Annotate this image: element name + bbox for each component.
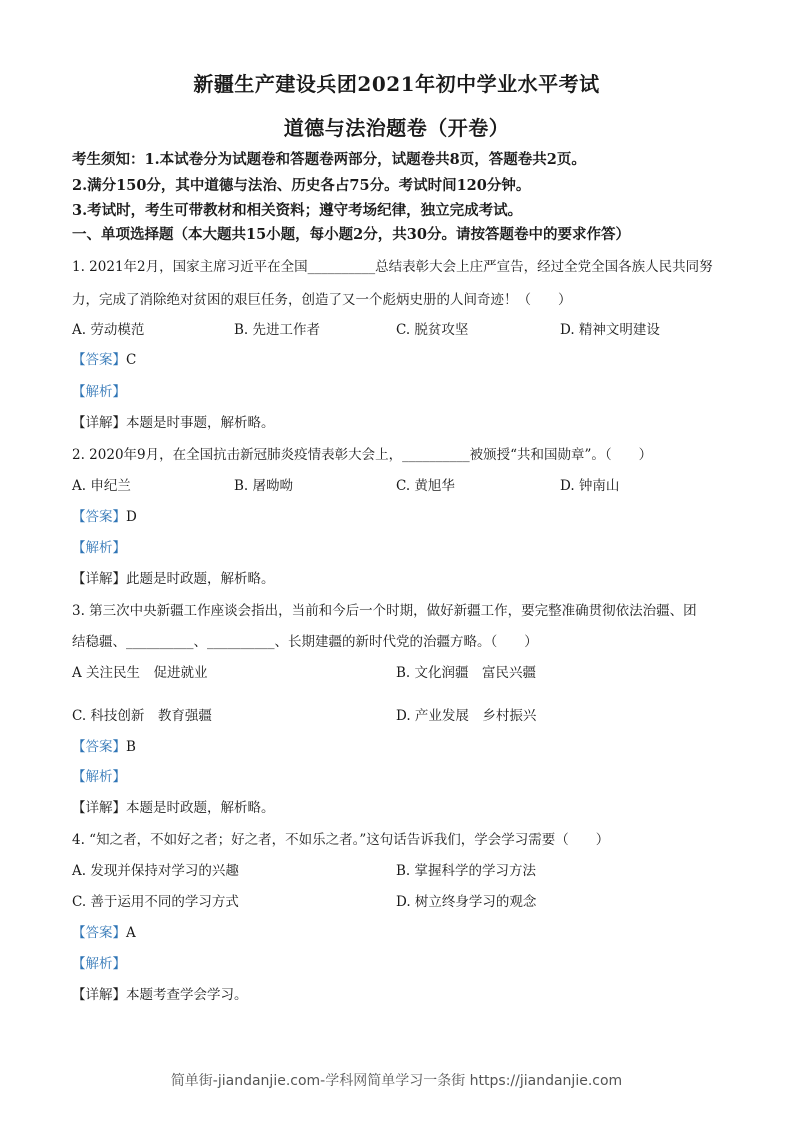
notice-line-1: 考生须知：1.本试卷分为试题卷和答题卷两部分，试题卷共8页，答题卷共2页。 — [72, 151, 586, 168]
question-3-option-c: C. 科技创新 教育强疆 — [72, 708, 212, 724]
answer-value: C — [126, 352, 137, 368]
detail-label: 【详解】 — [72, 571, 126, 587]
analysis-label: 【解析】 — [72, 769, 126, 785]
question-4-analysis — [72, 952, 126, 972]
answer-label: 【答案】 — [72, 739, 126, 755]
question-2-detail — [72, 567, 275, 587]
question-4-option-b: B. 掌握科学的学习方法 — [396, 863, 537, 879]
question-4-option-c: C. 善于运用不同的学习方式 — [72, 894, 239, 910]
notice-line-2: 2.满分150分，其中道德与法治、历史各占75分。考试时间120分钟。 — [72, 177, 531, 194]
question-2-analysis — [72, 536, 126, 556]
question-1-detail — [72, 411, 275, 431]
section-heading: 一、单项选择题（本大题共15小题，每小题2分，共30分。请按答题卷中的要求作答） — [72, 226, 630, 243]
question-2-stem-line-1: 2. 2020年9月，在全国抗击新冠肺炎疫情表彰大会上，__________被颁授“共和国勋章”。（ ） — [72, 447, 653, 463]
question-3-stem-line-2: 结稳疆、__________、__________、长期建疆的新时代党的治疆方略。（ ） — [72, 634, 538, 650]
question-1-stem-line-2: 力，完成了消除绝对贫困的艰巨任务，创造了又一个彪炳史册的人间奇迹！（ ） — [72, 292, 572, 308]
question-2-option-a: A. 申纪兰 — [72, 478, 131, 494]
question-1-option-c: C. 脱贫攻坚 — [396, 322, 469, 338]
question-3-stem-line-1: 3. 第三次中央新疆工作座谈会指出，当前和今后一个时期，做好新疆工作，要完整准确贯彻依法治疆、团 — [72, 603, 697, 619]
question-1-option-d: D. 精神文明建设 — [560, 322, 660, 338]
question-3-option-d: D. 产业发展 乡村振兴 — [396, 708, 537, 724]
question-1-option-a: A. 劳动模范 — [72, 322, 145, 338]
analysis-label: 【解析】 — [72, 956, 126, 972]
question-4-detail — [72, 983, 248, 1003]
detail-label: 【详解】 — [72, 987, 126, 1003]
question-1-analysis — [72, 380, 126, 400]
answer-value: D — [126, 509, 137, 525]
question-3-option-b: B. 文化润疆 富民兴疆 — [396, 665, 537, 681]
answer-label: 【答案】 — [72, 352, 126, 368]
question-2-option-b: B. 屠呦呦 — [234, 478, 294, 494]
question-3-option-a: A 关注民生 促进就业 — [72, 665, 208, 681]
answer-label: 【答案】 — [72, 925, 126, 941]
question-4-answer — [72, 921, 136, 941]
question-2-option-d: D. 钟南山 — [560, 478, 620, 494]
answer-value: A — [126, 925, 136, 941]
detail-text: 本题是时事题，解析略。 — [126, 415, 275, 431]
analysis-label: 【解析】 — [72, 384, 126, 400]
detail-text: 本题是时政题，解析略。 — [126, 800, 275, 816]
question-2-option-c: C. 黄旭华 — [396, 478, 455, 494]
answer-value: B — [126, 739, 136, 755]
question-4-option-d: D. 树立终身学习的观念 — [396, 894, 537, 910]
question-3-detail — [72, 796, 275, 816]
analysis-label: 【解析】 — [72, 540, 126, 556]
question-3-analysis — [72, 765, 126, 785]
answer-label: 【答案】 — [72, 509, 126, 525]
question-3-answer — [72, 735, 136, 755]
detail-label: 【详解】 — [72, 415, 126, 431]
exam-subtitle: 道德与法治题卷（开卷） — [283, 116, 510, 140]
notice-line-3: 3.考试时，考生可带教材和相关资料；遵守考场纪律，独立完成考试。 — [72, 202, 523, 219]
detail-text: 本题考查学会学习。 — [126, 987, 248, 1003]
question-4-stem-line-1: 4. “知之者，不如好之者；好之者，不如乐之者。”这句话告诉我们，学会学习需要（ ） — [72, 832, 610, 848]
question-4-option-a: A. 发现并保持对学习的兴趣 — [72, 863, 239, 879]
question-2-answer — [72, 505, 137, 525]
detail-label: 【详解】 — [72, 800, 126, 816]
question-1-stem-line-1: 1. 2021年2月，国家主席习近平在全国__________总结表彰大会上庄严宣告，经过全党全国各族人民共同努 — [72, 259, 713, 275]
exam-title: 新疆生产建设兵团2021年初中学业水平考试 — [193, 72, 600, 96]
detail-text: 此题是时政题，解析略。 — [126, 571, 275, 587]
footer-watermark: 简单街-jiandanjie.com-学科网简单学习一条街 https://jiandanjie.com — [170, 1073, 623, 1089]
question-1-answer — [72, 348, 136, 368]
question-1-option-b: B. 先进工作者 — [234, 322, 321, 338]
